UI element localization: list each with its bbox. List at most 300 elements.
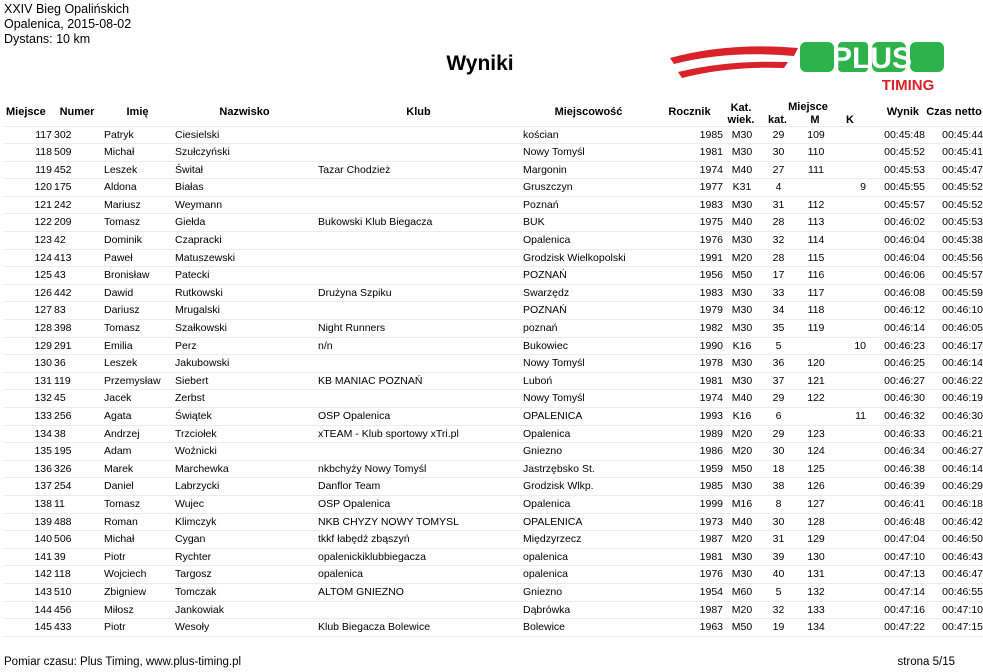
cell-city: Międzyrzecz: [521, 531, 656, 549]
cell-number: 452: [52, 161, 102, 179]
cell-club: [316, 267, 521, 285]
cell-age-category: M30: [723, 284, 759, 302]
cell-first-name: Michał: [102, 531, 173, 549]
cell-first-name: Leszek: [102, 161, 173, 179]
cell-number: 413: [52, 249, 102, 267]
cell-year: 1976: [656, 232, 723, 250]
cell-net-time: 00:46:47: [925, 566, 983, 584]
cell-year: 1975: [656, 214, 723, 232]
cell-city: Swarzędz: [521, 284, 656, 302]
cell-number: 36: [52, 355, 102, 373]
col-header-miejsce-m: [788, 98, 834, 126]
cell-year: 1978: [656, 355, 723, 373]
table-row: [4, 214, 983, 232]
table-row: [4, 302, 983, 320]
cell-number: 254: [52, 478, 102, 496]
cell-year: 1981: [656, 548, 723, 566]
cell-place: 123: [4, 232, 52, 250]
cell-city: Nowy Tomyśl: [521, 355, 656, 373]
cell-first-name: Zbigniew: [102, 583, 173, 601]
cell-club: nkbchyży Nowy Tomyśl: [316, 460, 521, 478]
cell-place: 138: [4, 495, 52, 513]
cell-place: 137: [4, 478, 52, 496]
cell-last-name: Świtał: [173, 161, 316, 179]
cell-last-name: Woźnicki: [173, 443, 316, 461]
cell-city: Gniezno: [521, 443, 656, 461]
footer-timing-credit: Pomiar czasu: Plus Timing, www.plus-timing.pl: [4, 656, 242, 668]
cell-first-name: Aldona: [102, 179, 173, 197]
cell-net-time: 00:46:22: [925, 372, 983, 390]
cell-club: [316, 232, 521, 250]
cell-place-k: [834, 443, 866, 461]
cell-place: 131: [4, 372, 52, 390]
cell-place: 121: [4, 196, 52, 214]
logo-main-text: PLUS: [831, 42, 913, 75]
cell-club: OSP Opalenica: [316, 408, 521, 426]
cell-first-name: Roman: [102, 513, 173, 531]
cell-result-time: 00:47:04: [866, 531, 925, 549]
cell-last-name: Rychter: [173, 548, 316, 566]
cell-year: 1954: [656, 583, 723, 601]
col-header-klub: Klub: [406, 105, 431, 118]
cell-category-place: 38: [759, 478, 796, 496]
table-row: [4, 161, 983, 179]
cell-net-time: 00:46:30: [925, 408, 983, 426]
cell-result-time: 00:46:33: [866, 425, 925, 443]
cell-number: 398: [52, 320, 102, 338]
table-row: [4, 425, 983, 443]
cell-city: Jastrzębsko St.: [521, 460, 656, 478]
cell-year: 1985: [656, 478, 723, 496]
cell-net-time: 00:45:59: [925, 284, 983, 302]
cell-number: 43: [52, 267, 102, 285]
cell-first-name: Paweł: [102, 249, 173, 267]
cell-first-name: Piotr: [102, 548, 173, 566]
logo-sub-text: TIMING: [881, 77, 935, 94]
cell-city: Grodzisk Wlkp.: [521, 478, 656, 496]
table-header-row: [4, 98, 983, 126]
cell-category-place: 30: [759, 443, 796, 461]
cell-place-m: 117: [796, 284, 834, 302]
table-row: [4, 232, 983, 250]
cell-year: 1991: [656, 249, 723, 267]
cell-year: 1983: [656, 196, 723, 214]
cell-last-name: Rutkowski: [173, 284, 316, 302]
cell-year: 1976: [656, 566, 723, 584]
cell-place-m: 133: [796, 601, 834, 619]
table-row: [4, 179, 983, 197]
cell-age-category: M30: [723, 144, 759, 162]
cell-result-time: 00:47:16: [866, 601, 925, 619]
cell-result-time: 00:47:13: [866, 566, 925, 584]
cell-club: Klub Biegacza Bolewice: [316, 619, 521, 637]
table-row: [4, 478, 983, 496]
cell-result-time: 00:46:39: [866, 478, 925, 496]
cell-first-name: Dominik: [102, 232, 173, 250]
cell-place-m: 109: [796, 126, 834, 144]
cell-place-k: [834, 601, 866, 619]
cell-result-time: 00:46:48: [866, 513, 925, 531]
cell-result-time: 00:46:30: [866, 390, 925, 408]
cell-age-category: M20: [723, 443, 759, 461]
cell-place-k: [834, 548, 866, 566]
cell-last-name: Targosz: [173, 566, 316, 584]
cell-number: 11: [52, 495, 102, 513]
cell-place: 130: [4, 355, 52, 373]
cell-result-time: 00:46:27: [866, 372, 925, 390]
cell-place-k: [834, 161, 866, 179]
cell-last-name: Zerbst: [173, 390, 316, 408]
cell-number: 456: [52, 601, 102, 619]
cell-club: ALTOM GNIEZNO: [316, 583, 521, 601]
cell-first-name: Mariusz: [102, 196, 173, 214]
cell-place-m: 115: [796, 249, 834, 267]
cell-net-time: 00:45:56: [925, 249, 983, 267]
cell-club: KB MANIAC POZNAŃ: [316, 372, 521, 390]
cell-place-m: 126: [796, 478, 834, 496]
cell-place: 136: [4, 460, 52, 478]
cell-net-time: 00:46:10: [925, 302, 983, 320]
cell-first-name: Tomasz: [102, 214, 173, 232]
cell-city: Gruszczyn: [521, 179, 656, 197]
cell-category-place: 28: [759, 249, 796, 267]
cell-age-category: M30: [723, 302, 759, 320]
cell-last-name: Giełda: [173, 214, 316, 232]
cell-last-name: Labrzycki: [173, 478, 316, 496]
table-row: [4, 566, 983, 584]
cell-place-k: [834, 302, 866, 320]
cell-age-category: M20: [723, 531, 759, 549]
cell-category-place: 40: [759, 566, 796, 584]
cell-age-category: M20: [723, 425, 759, 443]
event-place-date: Opalenica, 2015-08-02: [4, 17, 132, 31]
cell-first-name: Jacek: [102, 390, 173, 408]
cell-place-m: 120: [796, 355, 834, 373]
cell-place: 139: [4, 513, 52, 531]
cell-number: 175: [52, 179, 102, 197]
cell-place: 119: [4, 161, 52, 179]
cell-number: 38: [52, 425, 102, 443]
cell-place: 145: [4, 619, 52, 637]
cell-number: 42: [52, 232, 102, 250]
cell-result-time: 00:46:14: [866, 320, 925, 338]
cell-first-name: Agata: [102, 408, 173, 426]
cell-category-place: 32: [759, 601, 796, 619]
cell-number: 39: [52, 548, 102, 566]
cell-city: OPALENICA: [521, 408, 656, 426]
cell-place-m: 110: [796, 144, 834, 162]
cell-last-name: Marchewka: [173, 460, 316, 478]
event-name: XXIV Bieg Opalińskich: [4, 2, 130, 16]
cell-last-name: Siebert: [173, 372, 316, 390]
cell-result-time: 00:46:38: [866, 460, 925, 478]
table-row: [4, 583, 983, 601]
cell-result-time: 00:47:14: [866, 583, 925, 601]
cell-age-category: M40: [723, 214, 759, 232]
cell-result-time: 00:45:53: [866, 161, 925, 179]
cell-city: opalenica: [521, 548, 656, 566]
cell-place-k: [834, 320, 866, 338]
cell-place: 128: [4, 320, 52, 338]
cell-category-place: 28: [759, 214, 796, 232]
cell-place: 127: [4, 302, 52, 320]
col-header-kat-wiek-top: Kat.: [730, 101, 752, 114]
cell-result-time: 00:46:25: [866, 355, 925, 373]
logo-swoosh: [670, 46, 798, 78]
col-header-k: K: [846, 113, 854, 126]
cell-number: 326: [52, 460, 102, 478]
cell-category-place: 4: [759, 179, 796, 197]
cell-place-m: 118: [796, 302, 834, 320]
table-row: [4, 337, 983, 355]
cell-city: Margonin: [521, 161, 656, 179]
cell-year: 1985: [656, 126, 723, 144]
cell-age-category: K16: [723, 408, 759, 426]
cell-net-time: 00:47:10: [925, 601, 983, 619]
cell-category-place: 30: [759, 144, 796, 162]
cell-place: 133: [4, 408, 52, 426]
cell-result-time: 00:46:34: [866, 443, 925, 461]
cell-age-category: K16: [723, 337, 759, 355]
table-row: [4, 196, 983, 214]
cell-place: 140: [4, 531, 52, 549]
event-info: [4, 2, 131, 47]
cell-place-k: [834, 478, 866, 496]
table-row: [4, 249, 983, 267]
cell-last-name: Matuszewski: [173, 249, 316, 267]
cell-age-category: M30: [723, 196, 759, 214]
cell-age-category: M30: [723, 355, 759, 373]
cell-place-k: [834, 267, 866, 285]
cell-age-category: M30: [723, 232, 759, 250]
cell-place: 126: [4, 284, 52, 302]
col-header-miejsce-kat: Miejsce: [788, 101, 828, 113]
cell-place-k: [834, 566, 866, 584]
cell-net-time: 00:45:41: [925, 144, 983, 162]
cell-first-name: Tomasz: [102, 320, 173, 338]
cell-place-m: 114: [796, 232, 834, 250]
cell-first-name: Dariusz: [102, 302, 173, 320]
cell-number: 242: [52, 196, 102, 214]
cell-place-k: [834, 214, 866, 232]
cell-number: 291: [52, 337, 102, 355]
cell-place: 117: [4, 126, 52, 144]
cell-category-place: 27: [759, 161, 796, 179]
cell-category-place: 35: [759, 320, 796, 338]
cell-net-time: 00:46:27: [925, 443, 983, 461]
cell-year: 1963: [656, 619, 723, 637]
cell-last-name: Perz: [173, 337, 316, 355]
cell-year: 1989: [656, 425, 723, 443]
cell-category-place: 30: [759, 513, 796, 531]
cell-result-time: 00:46:12: [866, 302, 925, 320]
col-header-kat-wiek: [723, 98, 759, 126]
cell-year: 1981: [656, 144, 723, 162]
cell-place-m: 131: [796, 566, 834, 584]
cell-club: [316, 126, 521, 144]
cell-last-name: Czapracki: [173, 232, 316, 250]
cell-place-m: 124: [796, 443, 834, 461]
cell-result-time: 00:45:57: [866, 196, 925, 214]
table-row: [4, 513, 983, 531]
cell-result-time: 00:46:02: [866, 214, 925, 232]
cell-net-time: 00:46:14: [925, 460, 983, 478]
cell-number: 510: [52, 583, 102, 601]
cell-last-name: Cygan: [173, 531, 316, 549]
cell-age-category: M40: [723, 161, 759, 179]
cell-category-place: 29: [759, 390, 796, 408]
cell-net-time: 00:46:14: [925, 355, 983, 373]
cell-year: 1999: [656, 495, 723, 513]
cell-result-time: 00:46:06: [866, 267, 925, 285]
cell-club: tkkf łabędź zbąszyń: [316, 531, 521, 549]
cell-number: 118: [52, 566, 102, 584]
table-row: [4, 126, 983, 144]
cell-category-place: 17: [759, 267, 796, 285]
cell-last-name: Jankowiak: [173, 601, 316, 619]
cell-age-category: M40: [723, 513, 759, 531]
cell-first-name: Patryk: [102, 126, 173, 144]
cell-city: Opalenica: [521, 425, 656, 443]
cell-age-category: M50: [723, 619, 759, 637]
cell-net-time: 00:45:47: [925, 161, 983, 179]
cell-place-k: 11: [834, 408, 866, 426]
cell-net-time: 00:45:38: [925, 232, 983, 250]
col-header-netto: Czas netto: [926, 105, 982, 118]
cell-year: 1979: [656, 302, 723, 320]
cell-last-name: Świątek: [173, 408, 316, 426]
cell-place-m: 129: [796, 531, 834, 549]
cell-place-m: 127: [796, 495, 834, 513]
table-row: [4, 355, 983, 373]
cell-first-name: Leszek: [102, 355, 173, 373]
cell-place: 135: [4, 443, 52, 461]
cell-club: xTEAM - Klub sportowy xTri.pl: [316, 425, 521, 443]
cell-category-place: 8: [759, 495, 796, 513]
cell-age-category: K31: [723, 179, 759, 197]
cell-place-k: [834, 249, 866, 267]
cell-number: 506: [52, 531, 102, 549]
cell-result-time: 00:47:22: [866, 619, 925, 637]
cell-net-time: 00:46:17: [925, 337, 983, 355]
cell-first-name: Przemysław: [102, 372, 173, 390]
cell-place: 118: [4, 144, 52, 162]
cell-last-name: Trzciołek: [173, 425, 316, 443]
cell-first-name: Andrzej: [102, 425, 173, 443]
cell-net-time: 00:45:44: [925, 126, 983, 144]
cell-city: opalenica: [521, 566, 656, 584]
cell-place-k: 9: [834, 179, 866, 197]
cell-place-k: [834, 495, 866, 513]
cell-city: Grodzisk Wielkopolski: [521, 249, 656, 267]
cell-last-name: Tomczak: [173, 583, 316, 601]
cell-city: Nowy Tomyśl: [521, 390, 656, 408]
cell-first-name: Wojciech: [102, 566, 173, 584]
cell-club: [316, 302, 521, 320]
cell-city: Nowy Tomyśl: [521, 144, 656, 162]
cell-club: opalenica: [316, 566, 521, 584]
cell-place-m: 132: [796, 583, 834, 601]
cell-club: NKB CHYZY NOWY TOMYSL: [316, 513, 521, 531]
cell-last-name: Jakubowski: [173, 355, 316, 373]
cell-first-name: Miłosz: [102, 601, 173, 619]
cell-category-place: 31: [759, 531, 796, 549]
cell-last-name: Szałkowski: [173, 320, 316, 338]
cell-age-category: M16: [723, 495, 759, 513]
cell-club: Night Runners: [316, 320, 521, 338]
cell-result-time: 00:46:41: [866, 495, 925, 513]
cell-place-m: 121: [796, 372, 834, 390]
col-header-imie: Imię: [126, 105, 149, 118]
table-row: [4, 267, 983, 285]
cell-year: 1987: [656, 601, 723, 619]
cell-year: 1956: [656, 267, 723, 285]
cell-category-place: 29: [759, 126, 796, 144]
cell-city: POZNAŃ: [521, 302, 656, 320]
table-row: [4, 144, 983, 162]
cell-year: 1974: [656, 161, 723, 179]
cell-result-time: 00:45:52: [866, 144, 925, 162]
cell-club: [316, 144, 521, 162]
cell-category-place: 37: [759, 372, 796, 390]
cell-place-k: [834, 460, 866, 478]
cell-year: 1990: [656, 337, 723, 355]
cell-first-name: Marek: [102, 460, 173, 478]
cell-place-m: 112: [796, 196, 834, 214]
table-row: [4, 460, 983, 478]
cell-place-m: 123: [796, 425, 834, 443]
col-header-rocznik: Rocznik: [668, 105, 711, 118]
cell-place-m: 116: [796, 267, 834, 285]
cell-net-time: 00:47:15: [925, 619, 983, 637]
cell-club: Danflor Team: [316, 478, 521, 496]
cell-net-time: 00:45:53: [925, 214, 983, 232]
cell-first-name: Adam: [102, 443, 173, 461]
table-row: [4, 548, 983, 566]
cell-category-place: 34: [759, 302, 796, 320]
cell-age-category: M30: [723, 548, 759, 566]
cell-net-time: 00:46:29: [925, 478, 983, 496]
plus-timing-logo: [668, 38, 950, 94]
col-header-miejscowosc: Miejscowość: [554, 105, 623, 118]
cell-city: Poznań: [521, 196, 656, 214]
cell-category-place: 6: [759, 408, 796, 426]
event-distance: Dystans: 10 km: [4, 32, 91, 46]
cell-last-name: Wujec: [173, 495, 316, 513]
cell-place: 143: [4, 583, 52, 601]
cell-category-place: 33: [759, 284, 796, 302]
col-header-miejsce: Miejsce: [6, 105, 46, 118]
cell-net-time: 00:46:43: [925, 548, 983, 566]
cell-club: [316, 179, 521, 197]
cell-place-k: [834, 513, 866, 531]
cell-age-category: M20: [723, 249, 759, 267]
cell-category-place: 32: [759, 232, 796, 250]
cell-year: 1973: [656, 513, 723, 531]
cell-result-time: 00:46:04: [866, 249, 925, 267]
cell-age-category: M30: [723, 126, 759, 144]
cell-last-name: Mrugalski: [173, 302, 316, 320]
col-header-numer: Numer: [59, 105, 95, 118]
cell-place-m: 119: [796, 320, 834, 338]
cell-club: [316, 390, 521, 408]
cell-net-time: 00:45:57: [925, 267, 983, 285]
cell-place-k: [834, 531, 866, 549]
cell-place-k: [834, 232, 866, 250]
cell-net-time: 00:46:18: [925, 495, 983, 513]
cell-place: 125: [4, 267, 52, 285]
cell-net-time: 00:46:21: [925, 425, 983, 443]
